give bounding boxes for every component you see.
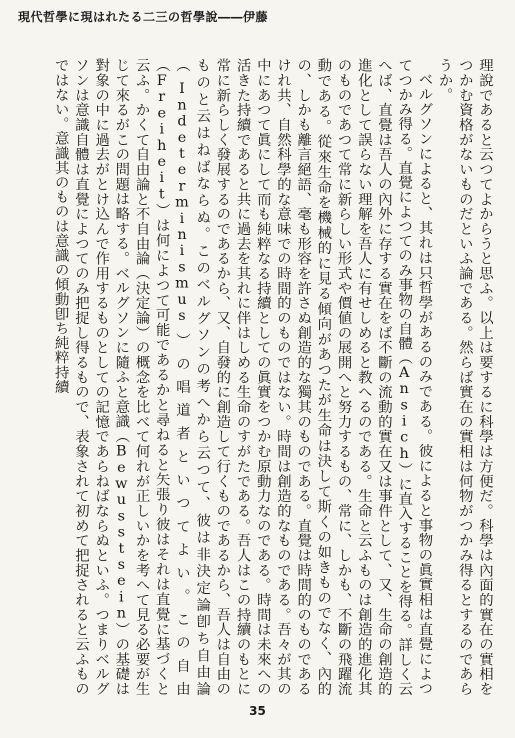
paragraph-2: ベルグソンによると、其れは只哲學があるのみである。彼によると事物の眞實相は直覺によつてつかみ得る。直覺によつてのみ事物の自體（Ansich）に直入することを得る。詳しく云へば、直覺は吾人の內外に存する實在をば不斷の流動的實在又は事件として、又、生命の創造的進化として誤らない理解を吾人に有せしめると教へるのである。生命と云ふものは創造的進化其のものであつて常に新らしい形式や價値の展開へと努力するもの、常に、しかも、不斷の飛躍流動である。從來生命を機械的に見る傾向があつたが生命は決して斯くの如きものでなく、內的の、しかも離言絕語、毫も形容を許さぬ創造的な獨其のものである。直覺は時間的のものであるけれ共、自然科學的な意味での時間的のものではない。時間は創造的なものである。吾々が其の中にあつて眞にして而も純粹なる持續としての眞實をつかむ原動力なのである。時間は未來への活きた持續であると共に過去を其れに伴はしめる生命のすがたである。吾人はこの持續のもとに常に新らしく發展するのであるから、又、自發的に創造して行くものであるから、吾人は自由のものと云はねばならぬ。このベルグソンの考へから云つて、彼は非決定論卽ち自由論（Indeterminismus）の唱道者といつてよい。この自由（Freiheit）は何によつて可能であるかと尋ねると矢張り彼はそれは直覺に基づくと云ふ。かくて自由論と不自由論（決定論）の概念を比べて何れが正しいかを考へて見る必要が生じて來るがこの問題は略する。ベルグソンに隨ふと意識（Bewusstsein）の基礎は對象の中に過去がとけ込んで作用するものとしての記憶であらねばならぬといふ。つまりベルグソンは意識自體は直覺によつてのみ把捉し得るもので、表象されて初めて把捉されると云ふものではない。意識其のものは意識の傾動卽ち純粹持續 [52,58,433,696]
body-text [51,58,495,696]
body-text-block [24,58,495,696]
running-head: 現代哲學に現はれたる二三の哲學說――伊藤 [18,10,269,24]
page-number: 35 [249,704,266,718]
paragraph-1: 理說であると云つてよからうと思ふ。以上は要するに科學は方便だ。科學は內面的實在の實相をつかむ資格がないものだといふ論である。然らば實在の實相は何物がつかみ得るとするのであらうか。 [436,58,493,696]
